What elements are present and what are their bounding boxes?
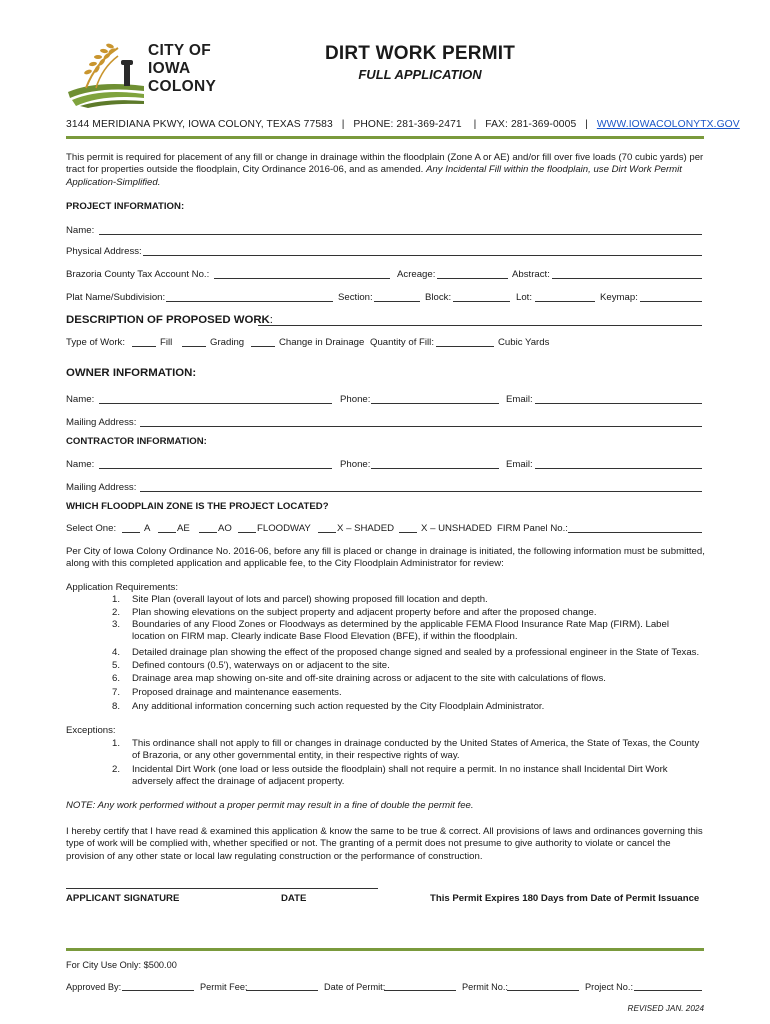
project-no-label: Project No.: bbox=[585, 982, 633, 992]
contact-bar bbox=[66, 119, 740, 130]
physical-address-field[interactable] bbox=[143, 255, 702, 256]
owner-mailing-field[interactable] bbox=[140, 426, 702, 427]
project-no-field[interactable] bbox=[634, 990, 702, 991]
grading-checkbox[interactable] bbox=[182, 346, 206, 347]
project-name-label: Name: bbox=[66, 225, 95, 236]
header-divider bbox=[66, 136, 704, 139]
list-item-number: 6. bbox=[111, 673, 120, 684]
grading-label: Grading bbox=[210, 337, 245, 348]
city-logo bbox=[66, 42, 226, 108]
ordinance-paragraph: Per City of Iowa Colony Ordinance No. 2016-06, before any fill is placed or change in drainage is initiated, the following information must be submitted, along with this completed application and applicable fee, to the City Floodplain Administrator for review: bbox=[66, 546, 705, 570]
logo-wordmark bbox=[148, 42, 216, 96]
contact-separator: | bbox=[473, 119, 477, 130]
description-heading-text: DESCRIPTION OF PROPOSED WORK bbox=[66, 314, 270, 326]
contractor-mailing-field[interactable] bbox=[140, 491, 702, 492]
requirements-heading: Application Requirements: bbox=[66, 582, 178, 593]
project-heading: PROJECT INFORMATION: bbox=[66, 201, 185, 212]
block-label: Block: bbox=[425, 292, 452, 303]
list-item-number: 8. bbox=[111, 701, 120, 712]
keymap-field[interactable] bbox=[640, 301, 702, 302]
change-drainage-checkbox[interactable] bbox=[251, 346, 275, 347]
owner-name-field[interactable] bbox=[99, 403, 332, 404]
lot-field[interactable] bbox=[535, 301, 595, 302]
owner-mailing-label: Mailing Address: bbox=[66, 417, 137, 428]
intro-text: This permit is required for placement of any fill or change in drainage within the floodplain (Zone A or AE) and/or fill over five loads (70 cubic yards) per tract for properties outside the floodplain, City Ordinance 2016-06, and as amended. bbox=[66, 152, 704, 176]
list-item-text: Drainage area map showing on-site and off-site draining across or adjacent to the site with calculations of flows. bbox=[132, 673, 606, 684]
quantity-label: Quantity of Fill: bbox=[370, 337, 434, 348]
plat-label: Plat Name/Subdivision: bbox=[66, 292, 166, 303]
contact-address: 3144 MERIDIANA PKWY, IOWA COLONY, TEXAS 77583 bbox=[66, 119, 333, 130]
description-field[interactable] bbox=[258, 325, 702, 326]
section-label: Section: bbox=[338, 292, 373, 303]
permit-no-field[interactable] bbox=[507, 990, 579, 991]
firm-panel-field[interactable] bbox=[568, 532, 702, 533]
section-field[interactable] bbox=[374, 301, 420, 302]
acreage-label: Acreage: bbox=[397, 269, 436, 280]
list-item-text: Detailed drainage plan showing the effect of the proposed change signed and sealed by a professional engineer in the State of Texas. bbox=[132, 647, 700, 658]
tax-account-label: Brazoria County Tax Account No.: bbox=[66, 269, 210, 280]
contact-separator: | bbox=[585, 119, 588, 130]
note-text: NOTE: Any work performed without a proper permit may result in a fine of double the permit fee. bbox=[66, 800, 474, 811]
description-heading-colon: : bbox=[269, 314, 273, 326]
zone-a-checkbox[interactable] bbox=[122, 532, 140, 533]
approved-by-label: Approved By: bbox=[66, 982, 122, 992]
date-of-permit-label: Date of Permit: bbox=[324, 982, 386, 992]
contractor-heading: CONTRACTOR INFORMATION: bbox=[66, 436, 207, 447]
floodway-checkbox[interactable] bbox=[238, 532, 256, 533]
list-item-number: 3. bbox=[111, 619, 120, 630]
x-unshaded-checkbox[interactable] bbox=[399, 532, 417, 533]
lot-label: Lot: bbox=[516, 292, 533, 303]
acreage-field[interactable] bbox=[437, 278, 508, 279]
zone-ao-label: AO bbox=[218, 523, 232, 534]
intro-paragraph bbox=[66, 152, 706, 189]
page-title: DIRT WORK PERMIT bbox=[324, 43, 516, 64]
list-item-number: 4. bbox=[111, 647, 120, 658]
contractor-phone-label: Phone: bbox=[340, 459, 371, 470]
contact-fax: FAX: 281-369-0005 bbox=[485, 119, 577, 130]
contact-separator: | bbox=[341, 119, 345, 130]
website-link[interactable]: WWW.IOWACOLONYTX.GOV bbox=[596, 119, 740, 130]
list-item-number: 2. bbox=[111, 764, 120, 775]
description-heading bbox=[66, 314, 273, 326]
permit-fee-field[interactable] bbox=[246, 990, 318, 991]
abstract-field[interactable] bbox=[552, 278, 702, 279]
contractor-phone-field[interactable] bbox=[371, 468, 499, 469]
city-use-fee: For City Use Only: $500.00 bbox=[66, 960, 177, 970]
owner-phone-field[interactable] bbox=[371, 403, 499, 404]
owner-heading: OWNER INFORMATION: bbox=[66, 367, 197, 379]
block-field[interactable] bbox=[453, 301, 510, 302]
wheat-logo-icon bbox=[66, 42, 146, 108]
exceptions-heading: Exceptions: bbox=[66, 725, 116, 736]
revision-date: REVISED JAN. 2024 bbox=[627, 1004, 704, 1013]
logo-line-3: COLONY bbox=[148, 78, 217, 95]
certify-paragraph: I hereby certify that I have read & examined this application & know the same to be true & correct. All provisions of laws and ordinances governing this type of work will be complied with, whether specified or not. The granting of a permit does not presume to give authority to violate or cancel the provision of any other state or local law regulating construction or the performance of construction. bbox=[66, 826, 703, 862]
contact-phone: PHONE: 281-369-2471 bbox=[353, 119, 462, 130]
x-shaded-label: X – SHADED bbox=[337, 523, 395, 534]
permit-fee-label: Permit Fee: bbox=[200, 982, 248, 992]
plat-field[interactable] bbox=[166, 301, 333, 302]
list-item-text: Boundaries of any Flood Zones or Floodways as determined by the applicable FEMA Flood Insurance Rate Map (FIRM). Label location on FIRM map. Clearly indicate Base Flood Elevation (BFE), if within the floodplain. bbox=[132, 619, 669, 643]
zone-ae-checkbox[interactable] bbox=[158, 532, 176, 533]
list-item-text: Plan showing elevations on the subject property and adjacent property before and after the proposed change. bbox=[132, 607, 597, 618]
x-unshaded-label: X – UNSHADED bbox=[421, 523, 492, 534]
abstract-label: Abstract: bbox=[512, 269, 550, 280]
firm-panel-label: FIRM Panel No.: bbox=[497, 523, 568, 534]
list-item-number: 2. bbox=[111, 607, 120, 618]
list-item-text: Incidental Dirt Work (one load or less outside the floodplain) shall not require a permit. In no instance shall Incidental Dirt Work adversely affect the drainage of adjacent property. bbox=[132, 764, 668, 788]
list-item-text: Site Plan (overall layout of lots and parcel) showing proposed fill location and depth. bbox=[132, 594, 488, 605]
approved-by-field[interactable] bbox=[122, 990, 194, 991]
contractor-name-label: Name: bbox=[66, 459, 95, 470]
contractor-email-field[interactable] bbox=[535, 468, 702, 469]
owner-name-label: Name: bbox=[66, 394, 95, 405]
physical-address-label: Physical Address: bbox=[66, 246, 142, 257]
zone-ao-checkbox[interactable] bbox=[199, 532, 217, 533]
list-item-text: This ordinance shall not apply to fill or changes in drainage conducted by the United States of America, the State of Texas, the County of Brazoria, or any other governmental entity, in their respective rights of way. bbox=[132, 738, 700, 762]
list-item-text: Defined contours (0.5'), waterways on or adjacent to the site. bbox=[132, 660, 390, 671]
contractor-name-field[interactable] bbox=[99, 468, 332, 469]
zone-ae-label: AE bbox=[177, 523, 190, 534]
owner-phone-label: Phone: bbox=[340, 394, 371, 405]
owner-email-label: Email: bbox=[506, 394, 533, 405]
fill-label: Fill bbox=[160, 337, 173, 348]
page-subtitle: FULL APPLICATION bbox=[358, 67, 482, 82]
contractor-email-label: Email: bbox=[506, 459, 533, 470]
logo-line-1: CITY OF bbox=[148, 42, 211, 59]
city-use-divider bbox=[66, 948, 704, 951]
logo-line-2: IOWA bbox=[148, 60, 191, 77]
tax-account-field[interactable] bbox=[214, 278, 390, 279]
applicant-signature-label: APPLICANT SIGNATURE bbox=[66, 893, 180, 904]
project-name-field[interactable] bbox=[99, 234, 702, 235]
list-item-text: Proposed drainage and maintenance easements. bbox=[132, 687, 342, 698]
contractor-mailing-label: Mailing Address: bbox=[66, 482, 137, 493]
intro-italic-note: Any Incidental Fill within the floodplain, use Dirt Work Permit Application-Simplified. bbox=[66, 164, 682, 188]
signature-line[interactable] bbox=[66, 888, 378, 889]
list-item-text: Any additional information concerning such action requested by the City Floodplain Administrator. bbox=[132, 701, 545, 712]
quantity-field[interactable] bbox=[436, 346, 494, 347]
permit-no-label: Permit No.: bbox=[462, 982, 508, 992]
list-item-number: 5. bbox=[111, 660, 120, 671]
keymap-label: Keymap: bbox=[600, 292, 638, 303]
type-of-work-label: Type of Work: bbox=[66, 337, 126, 348]
list-item-number: 7. bbox=[111, 687, 120, 698]
floodplain-heading: WHICH FLOODPLAIN ZONE IS THE PROJECT LOCATED? bbox=[66, 501, 329, 512]
fill-checkbox[interactable] bbox=[132, 346, 156, 347]
x-shaded-checkbox[interactable] bbox=[318, 532, 336, 533]
list-item-number: 1. bbox=[111, 594, 120, 605]
owner-email-field[interactable] bbox=[535, 403, 702, 404]
zone-a-label: A bbox=[144, 523, 151, 534]
floodway-label: FLOODWAY bbox=[257, 523, 311, 534]
select-one-label: Select One: bbox=[66, 523, 117, 534]
change-drainage-label: Change in Drainage bbox=[279, 337, 365, 348]
date-label: DATE bbox=[281, 893, 307, 904]
list-item-number: 1. bbox=[111, 738, 120, 749]
expiration-notice: This Permit Expires 180 Days from Date of Permit Issuance bbox=[430, 893, 700, 904]
date-of-permit-field[interactable] bbox=[384, 990, 456, 991]
cubic-yards-label: Cubic Yards bbox=[498, 337, 550, 348]
